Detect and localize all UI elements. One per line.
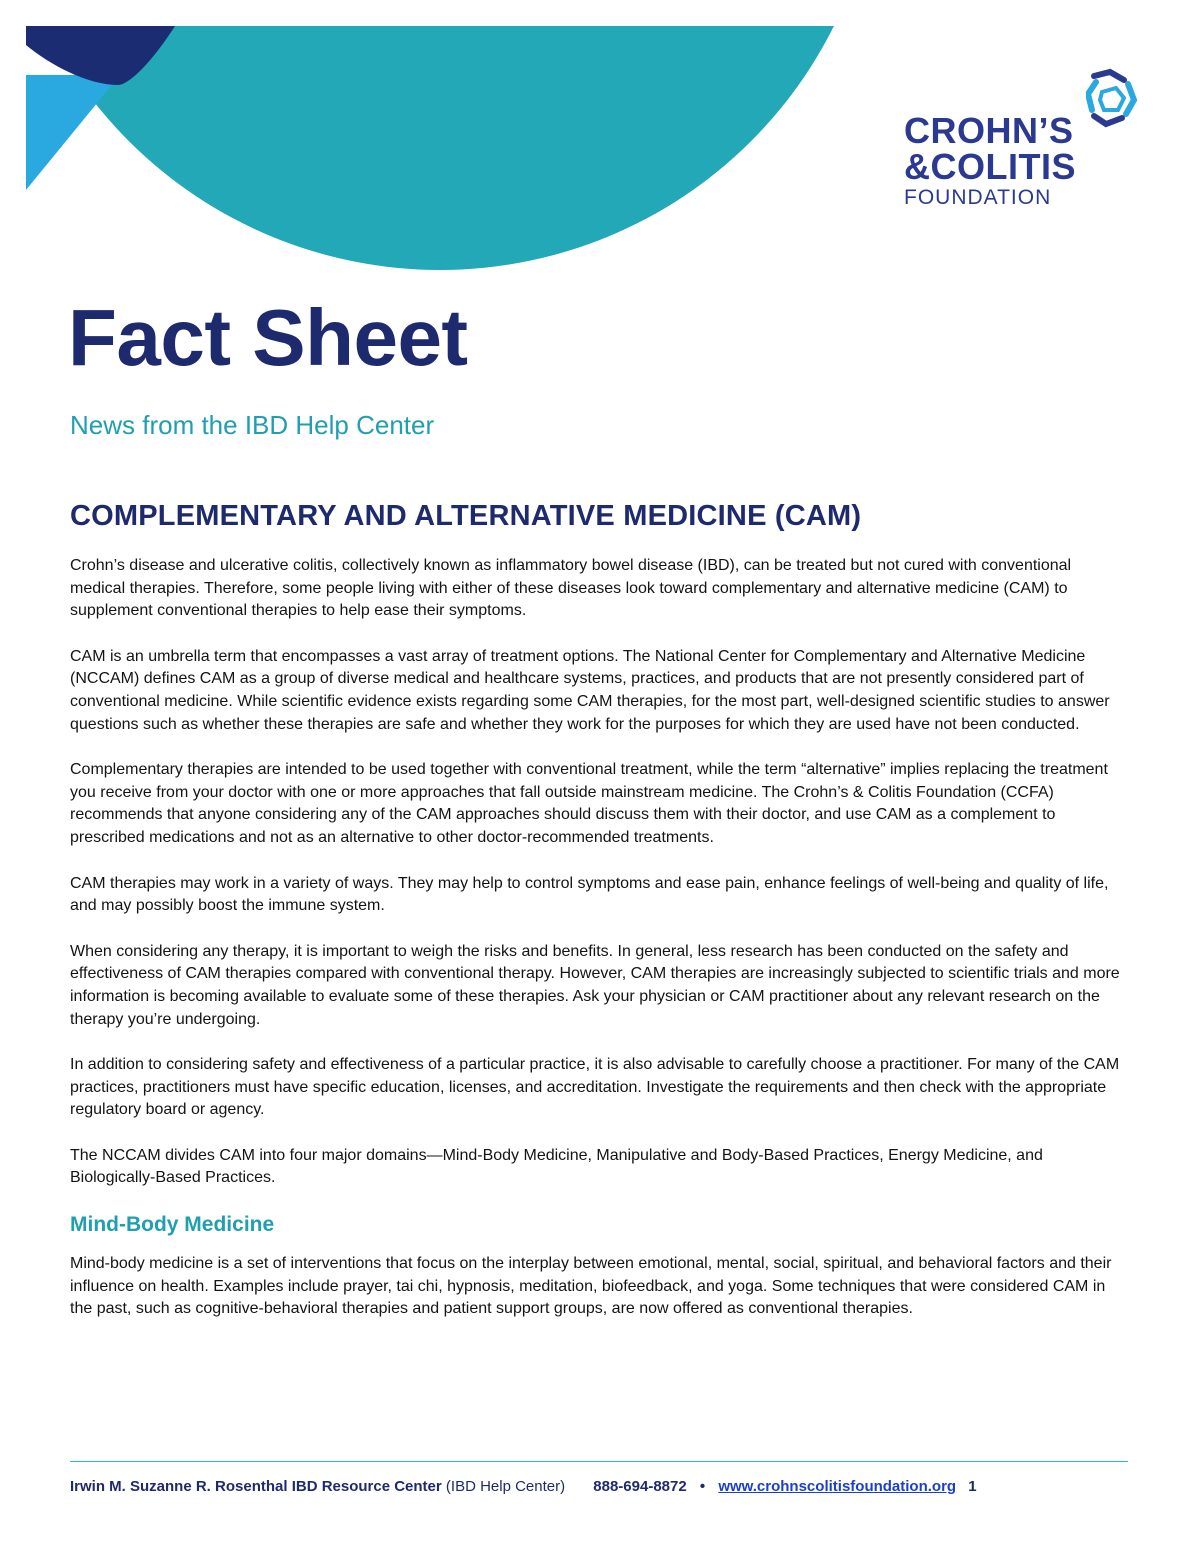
paragraph: CAM therapies may work in a variety of ways. They may help to control symptoms and ease pain, enhance feelings of well-being and quality of life, and may possibly boost the immune system. — [70, 874, 1109, 915]
page-subtitle: News from the IBD Help Center — [70, 410, 435, 440]
section-title: COMPLEMENTARY AND ALTERNATIVE MEDICINE (CAM) — [70, 500, 862, 532]
page-title: Fact Sheet — [68, 293, 468, 382]
footer-phone: 888-694-8872 — [593, 1478, 687, 1495]
crohns-colitis-logo — [896, 62, 1126, 212]
logo-text-colitis: &COLITIS — [904, 146, 1076, 187]
paragraph: When considering any therapy, it is important to weigh the risks and benefits. In general, less research has been conducted on the safety and effectiveness of CAM therapies compared with conventional therapy. However, CAM therapies are increasingly subjected to scientific trials and more information is becoming available to evaluate some of these therapies. Ask your physician or CAM practitioner about any relevant research on the therapy you’re undergoing. — [70, 942, 1120, 1028]
paragraph: CAM is an umbrella term that encompasses a vast array of treatment options. The National Center for Complementary and Alternative Medicine (NCCAM) defines CAM as a group of diverse medical and healthcare systems, practices, and products that are not presently considered part of conventional medicine. While scientific evidence exists regarding some CAM therapies, for the most part, well-designed scientific studies to answer questions such as whether these therapies are safe and whether they work for the purposes for which they are used have not been conducted. — [70, 647, 1110, 733]
subheading-mind-body-medicine: Mind-Body Medicine — [70, 1213, 275, 1237]
paragraph: Complementary therapies are intended to be used together with conventional treatment, while the term “alternative” implies replacing the treatment you receive from your doctor with one or more approaches that fall outside mainstream medicine. The Crohn’s & Colitis Foundation (CCFA) recommends that anyone considering any of the CAM approaches should discuss them with their doctor, and use CAM as a complement to prescribed medications and not as an alternative to other doctor-recommended treatments. — [70, 761, 1108, 846]
footer-divider — [70, 1461, 1128, 1462]
logo-text-crohns: CROHN’S — [904, 110, 1074, 151]
star-burst-icon — [1086, 66, 1140, 136]
footer-separator: • — [699, 1478, 706, 1495]
article-body — [70, 500, 1130, 1344]
paragraph: Crohn’s disease and ulcerative colitis, collectively known as inflammatory bowel disease (IBD), can be treated but not cured with conventional medical therapies. Therefore, some people living with either of these diseases look toward complementary and alternative medicine (CAM) to supplement conventional therapies to help ease their symptoms. — [70, 557, 1072, 620]
page-number: 1 — [968, 1478, 977, 1495]
footer-dept: (IBD Help Center) — [445, 1478, 566, 1495]
page-footer — [70, 1478, 1130, 1495]
footer-website-link[interactable]: www.crohnscolitisfoundation.org — [718, 1478, 957, 1495]
paragraph: In addition to considering safety and effectiveness of a particular practice, it is also advisable to carefully choose a practitioner. For many of the CAM practices, practitioners must have specific education, licenses, and accreditation. Investigate the requirements and then check with the appropriate regulatory board or agency. — [70, 1056, 1120, 1119]
paragraph: The NCCAM divides CAM into four major domains—Mind-Body Medicine, Manipulative and Body-Based Practices, Energy Medicine, and Biologically-Based Practices. — [70, 1146, 1043, 1187]
logo-text-foundation: FOUNDATION — [904, 186, 1052, 209]
footer-org-name: Irwin M. Suzanne R. Rosenthal IBD Resource Center — [70, 1478, 442, 1495]
paragraph: Mind-body medicine is a set of interventions that focus on the interplay between emotional, mental, social, spiritual, and behavioral factors and their influence on health. Examples include prayer, tai chi, hypnosis, meditation, biofeedback, and yoga. Some techniques that were considered CAM in the past, such as cognitive-behavioral therapies and patient support groups, are now offered as conventional therapies. — [70, 1255, 1112, 1318]
